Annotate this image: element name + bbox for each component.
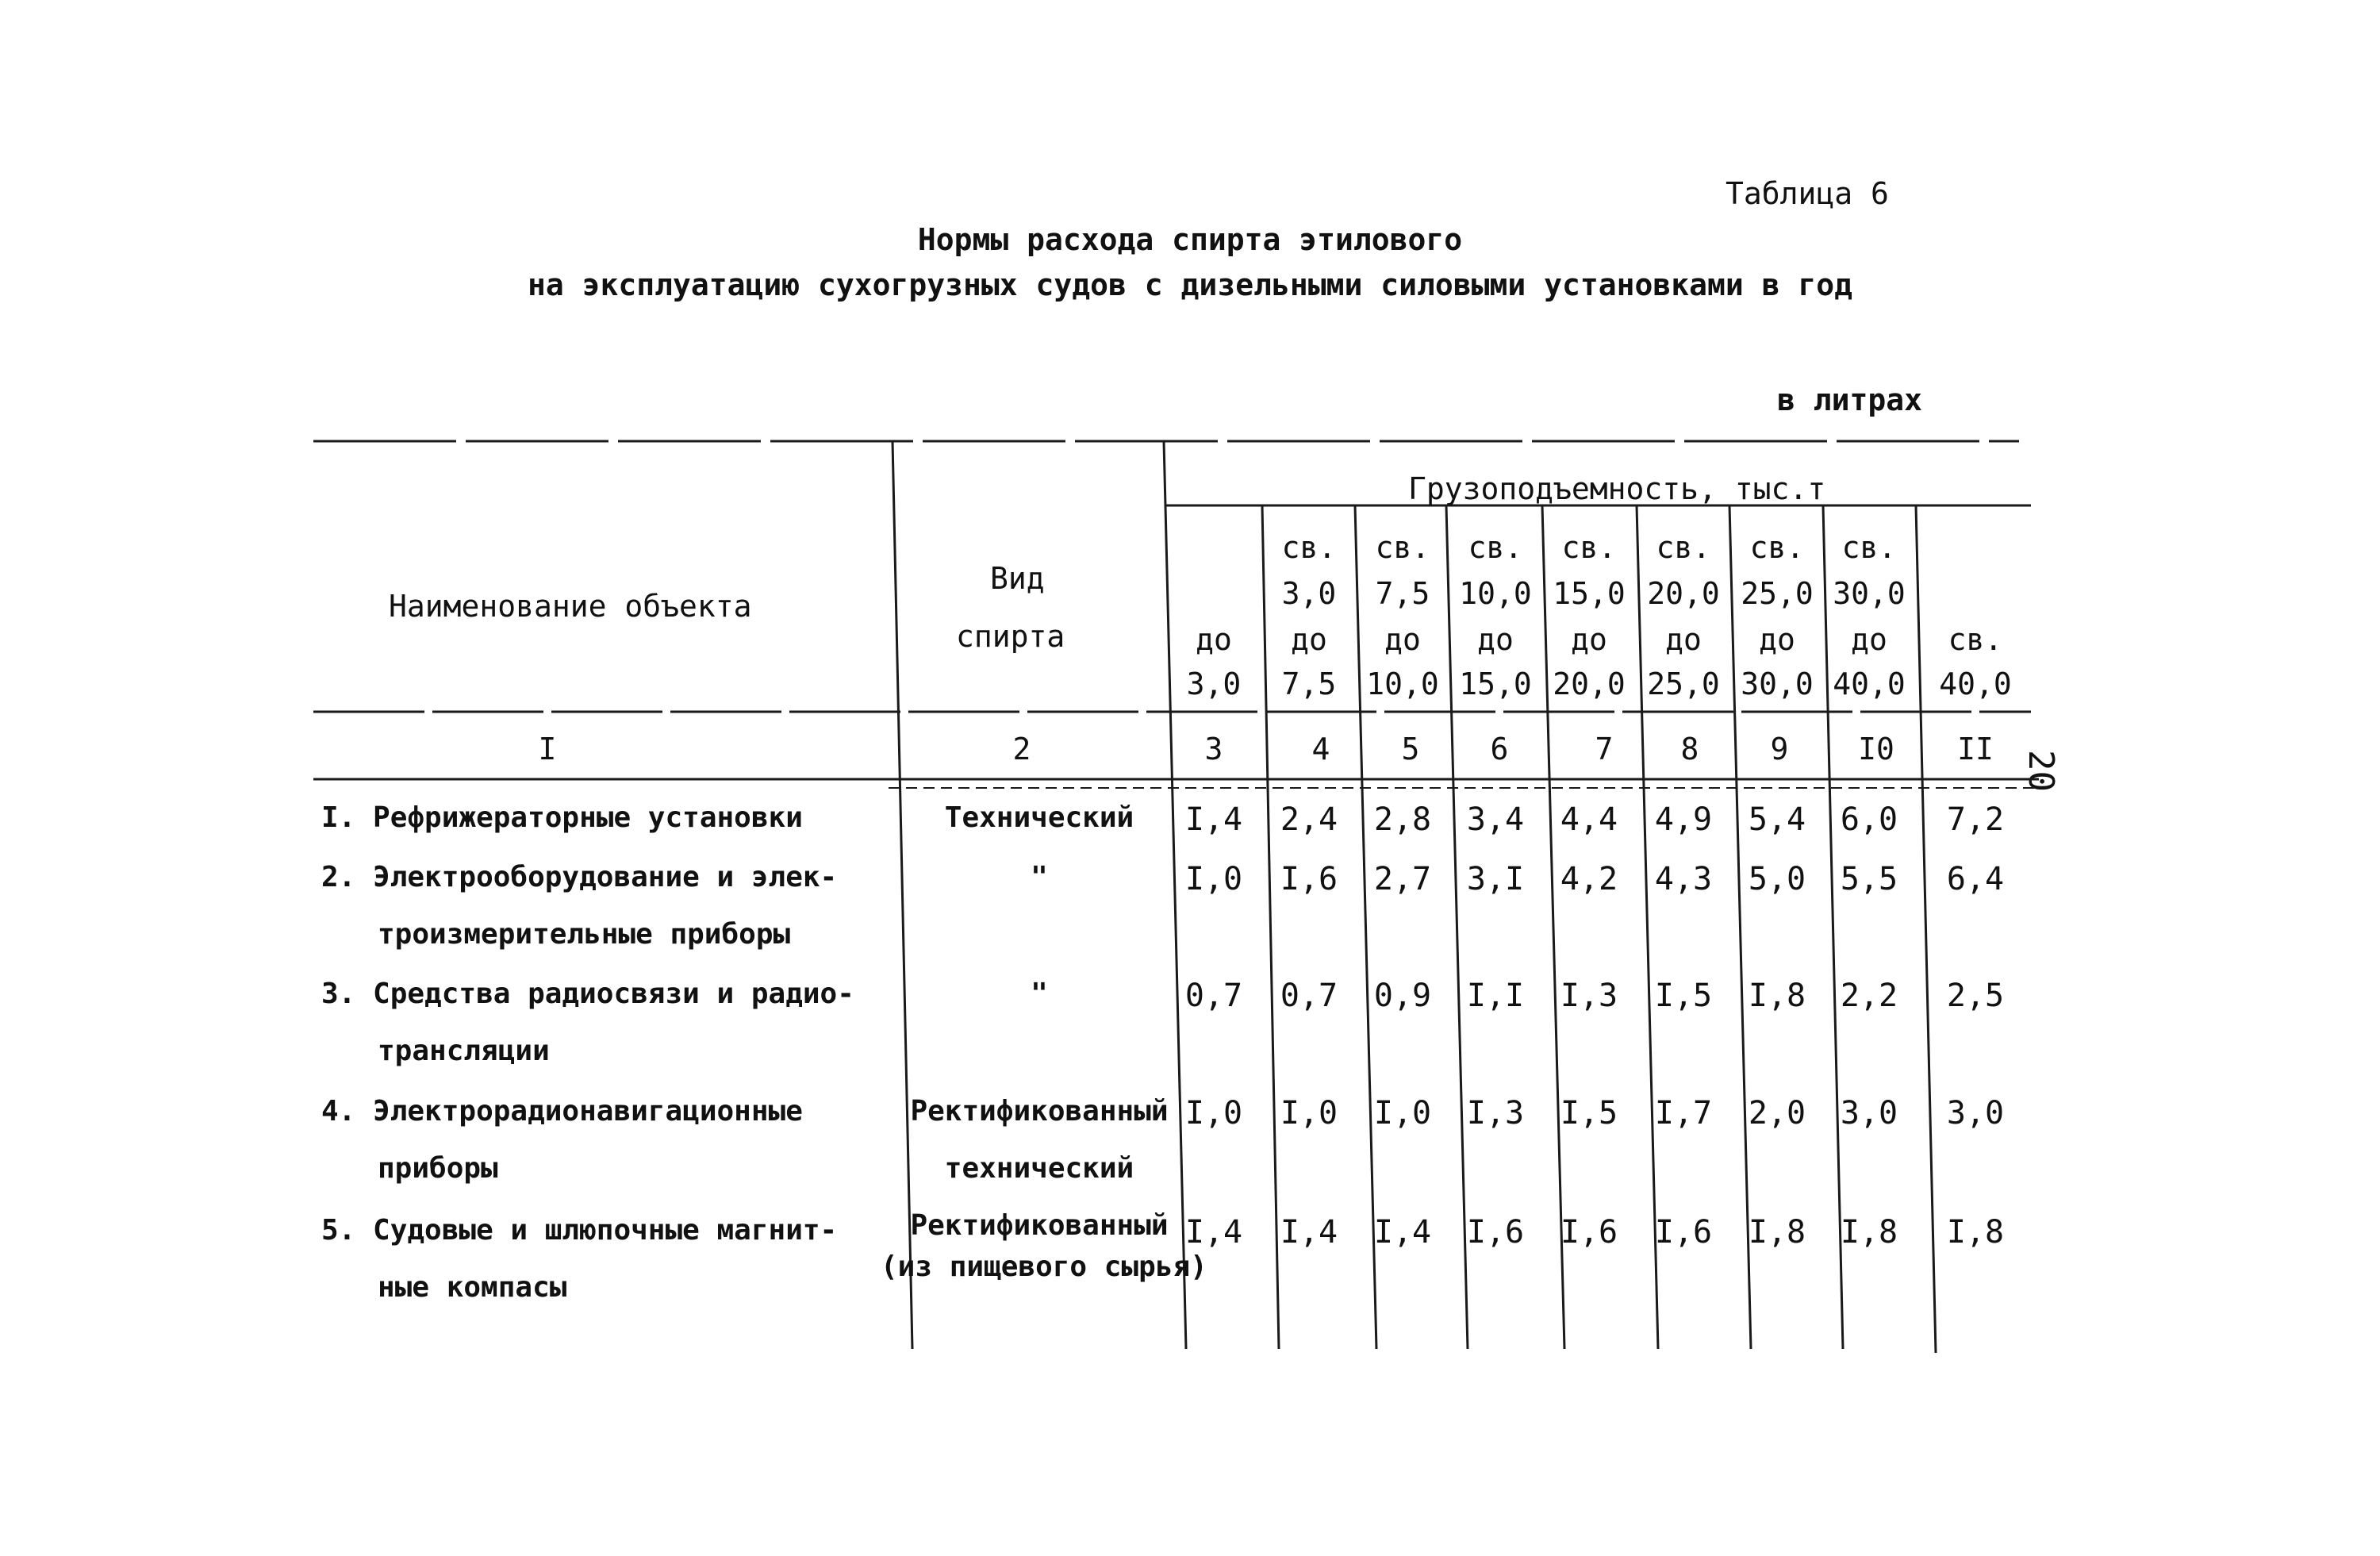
table-title-line-1: Нормы расхода спирта этилового	[917, 222, 1463, 257]
capacity-header-text: св.	[1656, 530, 1711, 565]
column-number: 8	[1680, 732, 1699, 766]
capacity-header-text: 7,5	[1375, 576, 1430, 611]
capacity-header-text: 7,5	[1281, 667, 1337, 701]
table-cell-value: 2,8	[1373, 801, 1432, 838]
capacity-header-text: до	[1665, 622, 1702, 657]
table-cell-value: 2,0	[1748, 1095, 1806, 1131]
table-cell-value: I,4	[1373, 1214, 1432, 1251]
header-object-name: Наименование объекта	[389, 589, 752, 624]
capacity-header-text: 10,0	[1366, 667, 1439, 701]
table-cell-value: I,5	[1654, 978, 1713, 1014]
row-spirit-type: Технический	[944, 801, 1134, 834]
capacity-header-text: до	[1196, 622, 1232, 657]
table-cell-value: I,6	[1560, 1214, 1618, 1251]
capacity-header-text: 3,0	[1186, 667, 1242, 701]
row-object-name: 3. Средства радиосвязи и радио-	[321, 978, 854, 1010]
table-cell-value: 2,4	[1280, 801, 1338, 838]
row-spirit-type: Ректификованный	[910, 1209, 1169, 1242]
table-cell-value: I,6	[1654, 1214, 1713, 1251]
capacity-header-text: до	[1477, 622, 1514, 657]
capacity-header-text: св.	[1841, 530, 1897, 565]
capacity-header-text: св.	[1281, 530, 1337, 565]
table-cell-value: 0,7	[1184, 978, 1243, 1014]
table-cell-value: 3,4	[1466, 801, 1525, 838]
capacity-header-text: св.	[1468, 530, 1523, 565]
table-label: Таблица 6	[1726, 176, 1889, 211]
row-spirit-type: "	[1031, 978, 1048, 1010]
row-object-name: 5. Судовые и шлюпочные магнит-	[321, 1214, 838, 1247]
table-cell-value: I,8	[1946, 1214, 2005, 1251]
table-cell-value: I,0	[1373, 1095, 1432, 1131]
table-cell-value: 4,4	[1560, 801, 1618, 838]
table-cell-value: 4,3	[1654, 861, 1713, 897]
capacity-header-text: 15,0	[1553, 576, 1626, 611]
column-number: I0	[1858, 732, 1894, 766]
row-object-name-continued: ные компасы	[378, 1271, 567, 1304]
table-cell-value: 2,7	[1373, 861, 1432, 897]
capacity-header-text: до	[1759, 622, 1795, 657]
column-number: 4	[1311, 732, 1330, 766]
row-spirit-type: "	[1031, 861, 1048, 893]
table-cell-value: I,4	[1280, 1214, 1338, 1251]
table-cell-value: 6,0	[1840, 801, 1898, 838]
row-spirit-type-continued: технический	[944, 1152, 1134, 1185]
column-number: I	[538, 732, 557, 766]
capacity-header-text: 3,0	[1281, 576, 1337, 611]
table-cell-value: 5,0	[1748, 861, 1806, 897]
row-object-name: 4. Электрорадионавигационные	[321, 1095, 803, 1128]
table-cell-value: 2,5	[1946, 978, 2005, 1014]
row-object-name: 2. Электрооборудование и элек-	[321, 861, 838, 893]
table-cell-value: I,I	[1466, 978, 1525, 1014]
column-number: 7	[1595, 732, 1614, 766]
table-cell-value: 7,2	[1946, 801, 2005, 838]
table-cell-value: I,4	[1184, 1214, 1243, 1251]
table-cell-value: 0,9	[1373, 978, 1432, 1014]
table-cell-value: I,6	[1280, 861, 1338, 897]
table-cell-value: I,3	[1466, 1095, 1525, 1131]
table-cell-value: 5,5	[1840, 861, 1898, 897]
table-cell-value: 6,4	[1946, 861, 2005, 897]
capacity-header-text: 25,0	[1741, 576, 1814, 611]
capacity-header-text: 30,0	[1741, 667, 1814, 701]
header-capacity-group: Грузоподъемность, тыс.т	[1408, 471, 1826, 506]
table-cell-value: I,8	[1748, 978, 1806, 1014]
table-cell-value: 2,2	[1840, 978, 1898, 1014]
table-cell-value: I,4	[1184, 801, 1243, 838]
table-cell-value: 3,I	[1466, 861, 1525, 897]
capacity-header-text: 20,0	[1647, 576, 1720, 611]
table-cell-value: I,7	[1654, 1095, 1713, 1131]
row-spirit-type-continued: (из пищевого сырья)	[881, 1251, 1207, 1283]
row-object-name-continued: приборы	[378, 1152, 498, 1185]
column-number: 9	[1770, 732, 1789, 766]
row-object-name-continued: троизмерительные приборы	[378, 918, 791, 951]
units-label: в литрах	[1777, 382, 1923, 417]
capacity-header-text: 25,0	[1647, 667, 1720, 701]
table-cell-value: I,5	[1560, 1095, 1618, 1131]
capacity-header-text: до	[1851, 622, 1887, 657]
capacity-header-text: 40,0	[1833, 667, 1906, 701]
column-number: II	[1957, 732, 1994, 766]
capacity-header-text: 15,0	[1459, 667, 1532, 701]
table-title-line-2: на эксплуатацию сухогрузных судов с дизельными силовыми установками в год	[527, 267, 1853, 302]
capacity-header-text: до	[1384, 622, 1421, 657]
table-cell-value: I,8	[1748, 1214, 1806, 1251]
table-cell-value: 3,0	[1946, 1095, 2005, 1131]
column-number: 3	[1204, 732, 1223, 766]
table-cell-value: 3,0	[1840, 1095, 1898, 1131]
row-object-name: I. Рефрижераторные установки	[321, 801, 803, 834]
header-spirit-type-line-2: спирта	[956, 619, 1065, 654]
capacity-header-text: св.	[1948, 622, 2003, 657]
capacity-header-text: св.	[1749, 530, 1805, 565]
row-spirit-type: Ректификованный	[910, 1095, 1169, 1128]
table-cell-value: I,0	[1184, 861, 1243, 897]
table-cell-value: 4,9	[1654, 801, 1713, 838]
table-cell-value: I,0	[1184, 1095, 1243, 1131]
column-number: 2	[1012, 732, 1031, 766]
page-number: 20	[2021, 750, 2061, 792]
row-object-name-continued: трансляции	[378, 1035, 550, 1067]
table-cell-value: 5,4	[1748, 801, 1806, 838]
table-cell-value: I,6	[1466, 1214, 1525, 1251]
capacity-header-text: до	[1291, 622, 1327, 657]
capacity-header-text: до	[1571, 622, 1607, 657]
capacity-header-text: св.	[1561, 530, 1617, 565]
table-cell-value: I,3	[1560, 978, 1618, 1014]
capacity-header-text: св.	[1375, 530, 1430, 565]
header-spirit-type-line-1: Вид	[990, 561, 1045, 596]
capacity-header-text: 10,0	[1459, 576, 1532, 611]
column-number: 6	[1490, 732, 1509, 766]
table-cell-value: I,0	[1280, 1095, 1338, 1131]
table-cell-value: I,8	[1840, 1214, 1898, 1251]
table-cell-value: 4,2	[1560, 861, 1618, 897]
capacity-header-text: 40,0	[1939, 667, 2012, 701]
capacity-header-text: 20,0	[1553, 667, 1626, 701]
table-cell-value: 0,7	[1280, 978, 1338, 1014]
capacity-header-text: 30,0	[1833, 576, 1906, 611]
column-number: 5	[1401, 732, 1420, 766]
